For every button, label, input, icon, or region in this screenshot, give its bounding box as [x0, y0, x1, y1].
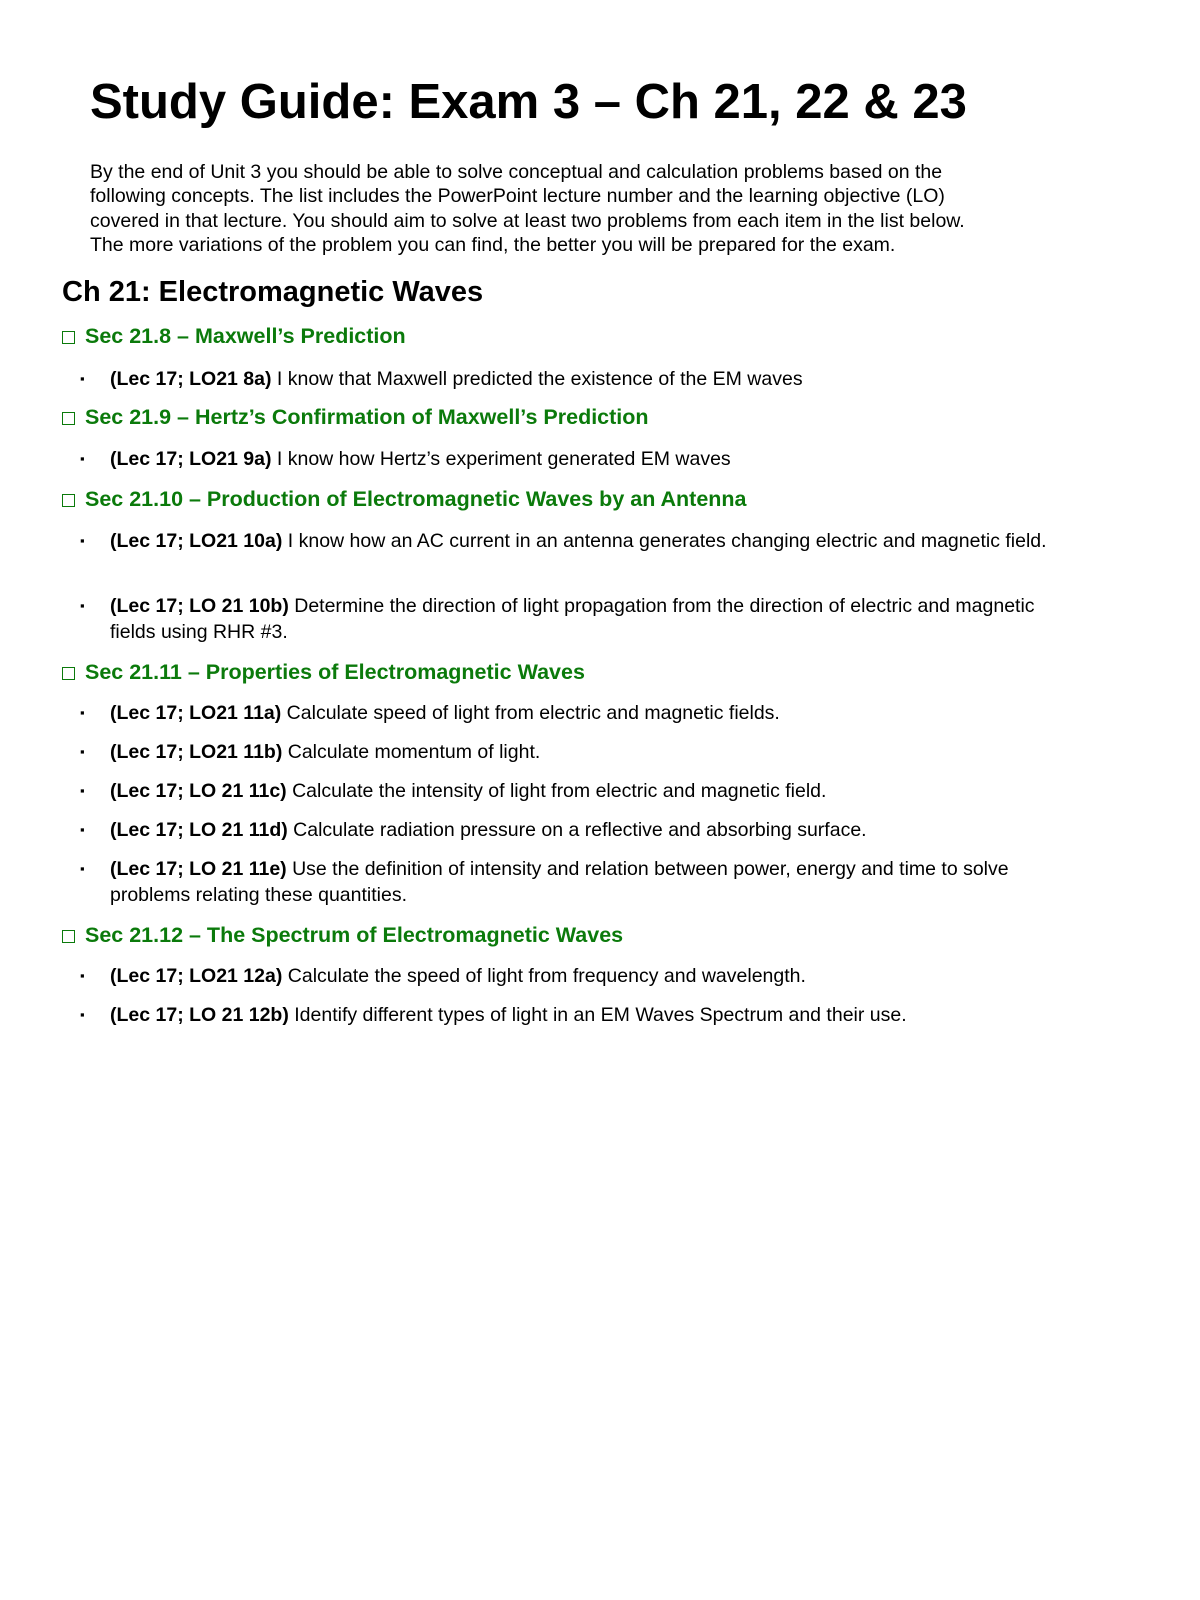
- intro-line: The more variations of the problem you can find, the better you will be prepared for the exam.: [90, 233, 896, 256]
- bullet-icon: ▪: [80, 968, 85, 983]
- list-item: [80, 817, 1070, 843]
- list-item: [80, 1002, 1070, 1028]
- list-item: [80, 528, 1070, 554]
- list-item: [80, 963, 1070, 989]
- lecture-ref: (Lec 17; LO21 11a): [110, 702, 282, 724]
- page-title: Study Guide: Exam 3 – Ch 21, 22 & 23: [90, 75, 967, 129]
- checkbox-icon: [62, 412, 75, 425]
- objective-text: I know how Hertz’s experiment generated EM waves: [271, 448, 731, 470]
- lecture-ref: (Lec 17; LO21 11b): [110, 741, 283, 763]
- bullet-icon: ▪: [80, 1007, 85, 1022]
- objective-text: Calculate speed of light from electric and magnetic fields.: [281, 702, 780, 724]
- objective-text: Use the definition of intensity and relation between power, energy and time to solve problems relating these quantities.: [110, 858, 1009, 906]
- list-item: [80, 593, 1070, 645]
- section-heading-21-8: [62, 324, 406, 349]
- bullet-icon: ▪: [80, 533, 85, 548]
- bullet-icon: ▪: [80, 371, 85, 386]
- section-heading-label: Sec 21.11 – Properties of Electromagnetic Waves: [85, 660, 585, 684]
- objective-text: I know that Maxwell predicted the existence of the EM waves: [271, 368, 803, 390]
- section-heading-label: Sec 21.8 – Maxwell’s Prediction: [85, 324, 406, 348]
- checkbox-icon: [62, 331, 75, 344]
- lecture-ref: (Lec 17; LO 21 11e): [110, 858, 287, 880]
- list-item: [80, 739, 1070, 765]
- list-item: [80, 366, 1070, 392]
- list-item-text: [110, 739, 1070, 765]
- section-heading-21-11: [62, 660, 585, 685]
- section-heading-21-10: [62, 487, 747, 512]
- section-heading-label: Sec 21.9 – Hertz’s Confirmation of Maxwell’s Prediction: [85, 405, 649, 429]
- intro-line: By the end of Unit 3 you should be able to solve conceptual and calculation problems based on the: [90, 161, 943, 183]
- section-heading-label: Sec 21.10 – Production of Electromagnetic Waves by an Antenna: [85, 487, 747, 511]
- objective-text: Calculate the speed of light from frequency and wavelength.: [282, 965, 806, 987]
- list-item-text: [110, 856, 1070, 908]
- checkbox-icon: [62, 667, 75, 680]
- list-item: [80, 700, 1070, 726]
- list-item: [80, 778, 1070, 804]
- list-item: [80, 446, 1070, 472]
- bullet-icon: ▪: [80, 451, 85, 466]
- list-item-text: [110, 446, 1070, 472]
- bullet-icon: ▪: [80, 744, 85, 759]
- objective-text: Calculate momentum of light.: [282, 741, 541, 763]
- intro-line: following concepts. The list includes the PowerPoint lecture number and the learning objective (LO): [90, 185, 945, 208]
- bullet-icon: ▪: [80, 598, 85, 613]
- list-item-text: [110, 778, 1070, 804]
- bullet-icon: ▪: [80, 783, 85, 798]
- lecture-ref: (Lec 17; LO 21 11d): [110, 819, 288, 841]
- list-item-text: [110, 700, 1070, 726]
- lecture-ref: (Lec 17; LO21 9a): [110, 448, 272, 470]
- intro-line: covered in that lecture. You should aim to solve at least two problems from each item in the list below.: [90, 209, 965, 232]
- section-heading-21-12: [62, 923, 623, 948]
- bullet-icon: ▪: [80, 705, 85, 720]
- list-item-text: [110, 366, 1070, 392]
- section-heading-21-9: [62, 405, 649, 430]
- list-item-text: [110, 528, 1070, 554]
- bullet-icon: ▪: [80, 861, 85, 876]
- objective-text: Calculate the intensity of light from electric and magnetic field.: [286, 780, 827, 802]
- list-item-text: [110, 1002, 1070, 1028]
- list-item-text: [110, 817, 1070, 843]
- objective-text: Determine the direction of light propagation from the direction of electric and magnetic fields using RHR #3.: [110, 595, 1035, 643]
- lecture-ref: (Lec 17; LO21 10a): [110, 530, 283, 552]
- checkbox-icon: [62, 494, 75, 507]
- lecture-ref: (Lec 17; LO 21 11c): [110, 780, 287, 802]
- objective-text: Identify different types of light in an EM Waves Spectrum and their use.: [288, 1004, 907, 1026]
- lecture-ref: (Lec 17; LO21 12a): [110, 965, 283, 987]
- bullet-icon: ▪: [80, 822, 85, 837]
- checkbox-icon: [62, 930, 75, 943]
- chapter-heading: Ch 21: Electromagnetic Waves: [62, 276, 484, 308]
- lecture-ref: (Lec 17; LO 21 10b): [110, 595, 289, 617]
- list-item: [80, 856, 1070, 908]
- section-heading-label: Sec 21.12 – The Spectrum of Electromagnetic Waves: [85, 923, 624, 947]
- list-item-text: [110, 963, 1070, 989]
- lecture-ref: (Lec 17; LO21 8a): [110, 368, 272, 390]
- objective-text: Calculate radiation pressure on a reflective and absorbing surface.: [287, 819, 867, 841]
- intro-paragraph: [90, 160, 1100, 257]
- objective-text: I know how an AC current in an antenna generates changing electric and magnetic field.: [282, 530, 1047, 552]
- list-item-text: [110, 593, 1070, 645]
- lecture-ref: (Lec 17; LO 21 12b): [110, 1004, 289, 1026]
